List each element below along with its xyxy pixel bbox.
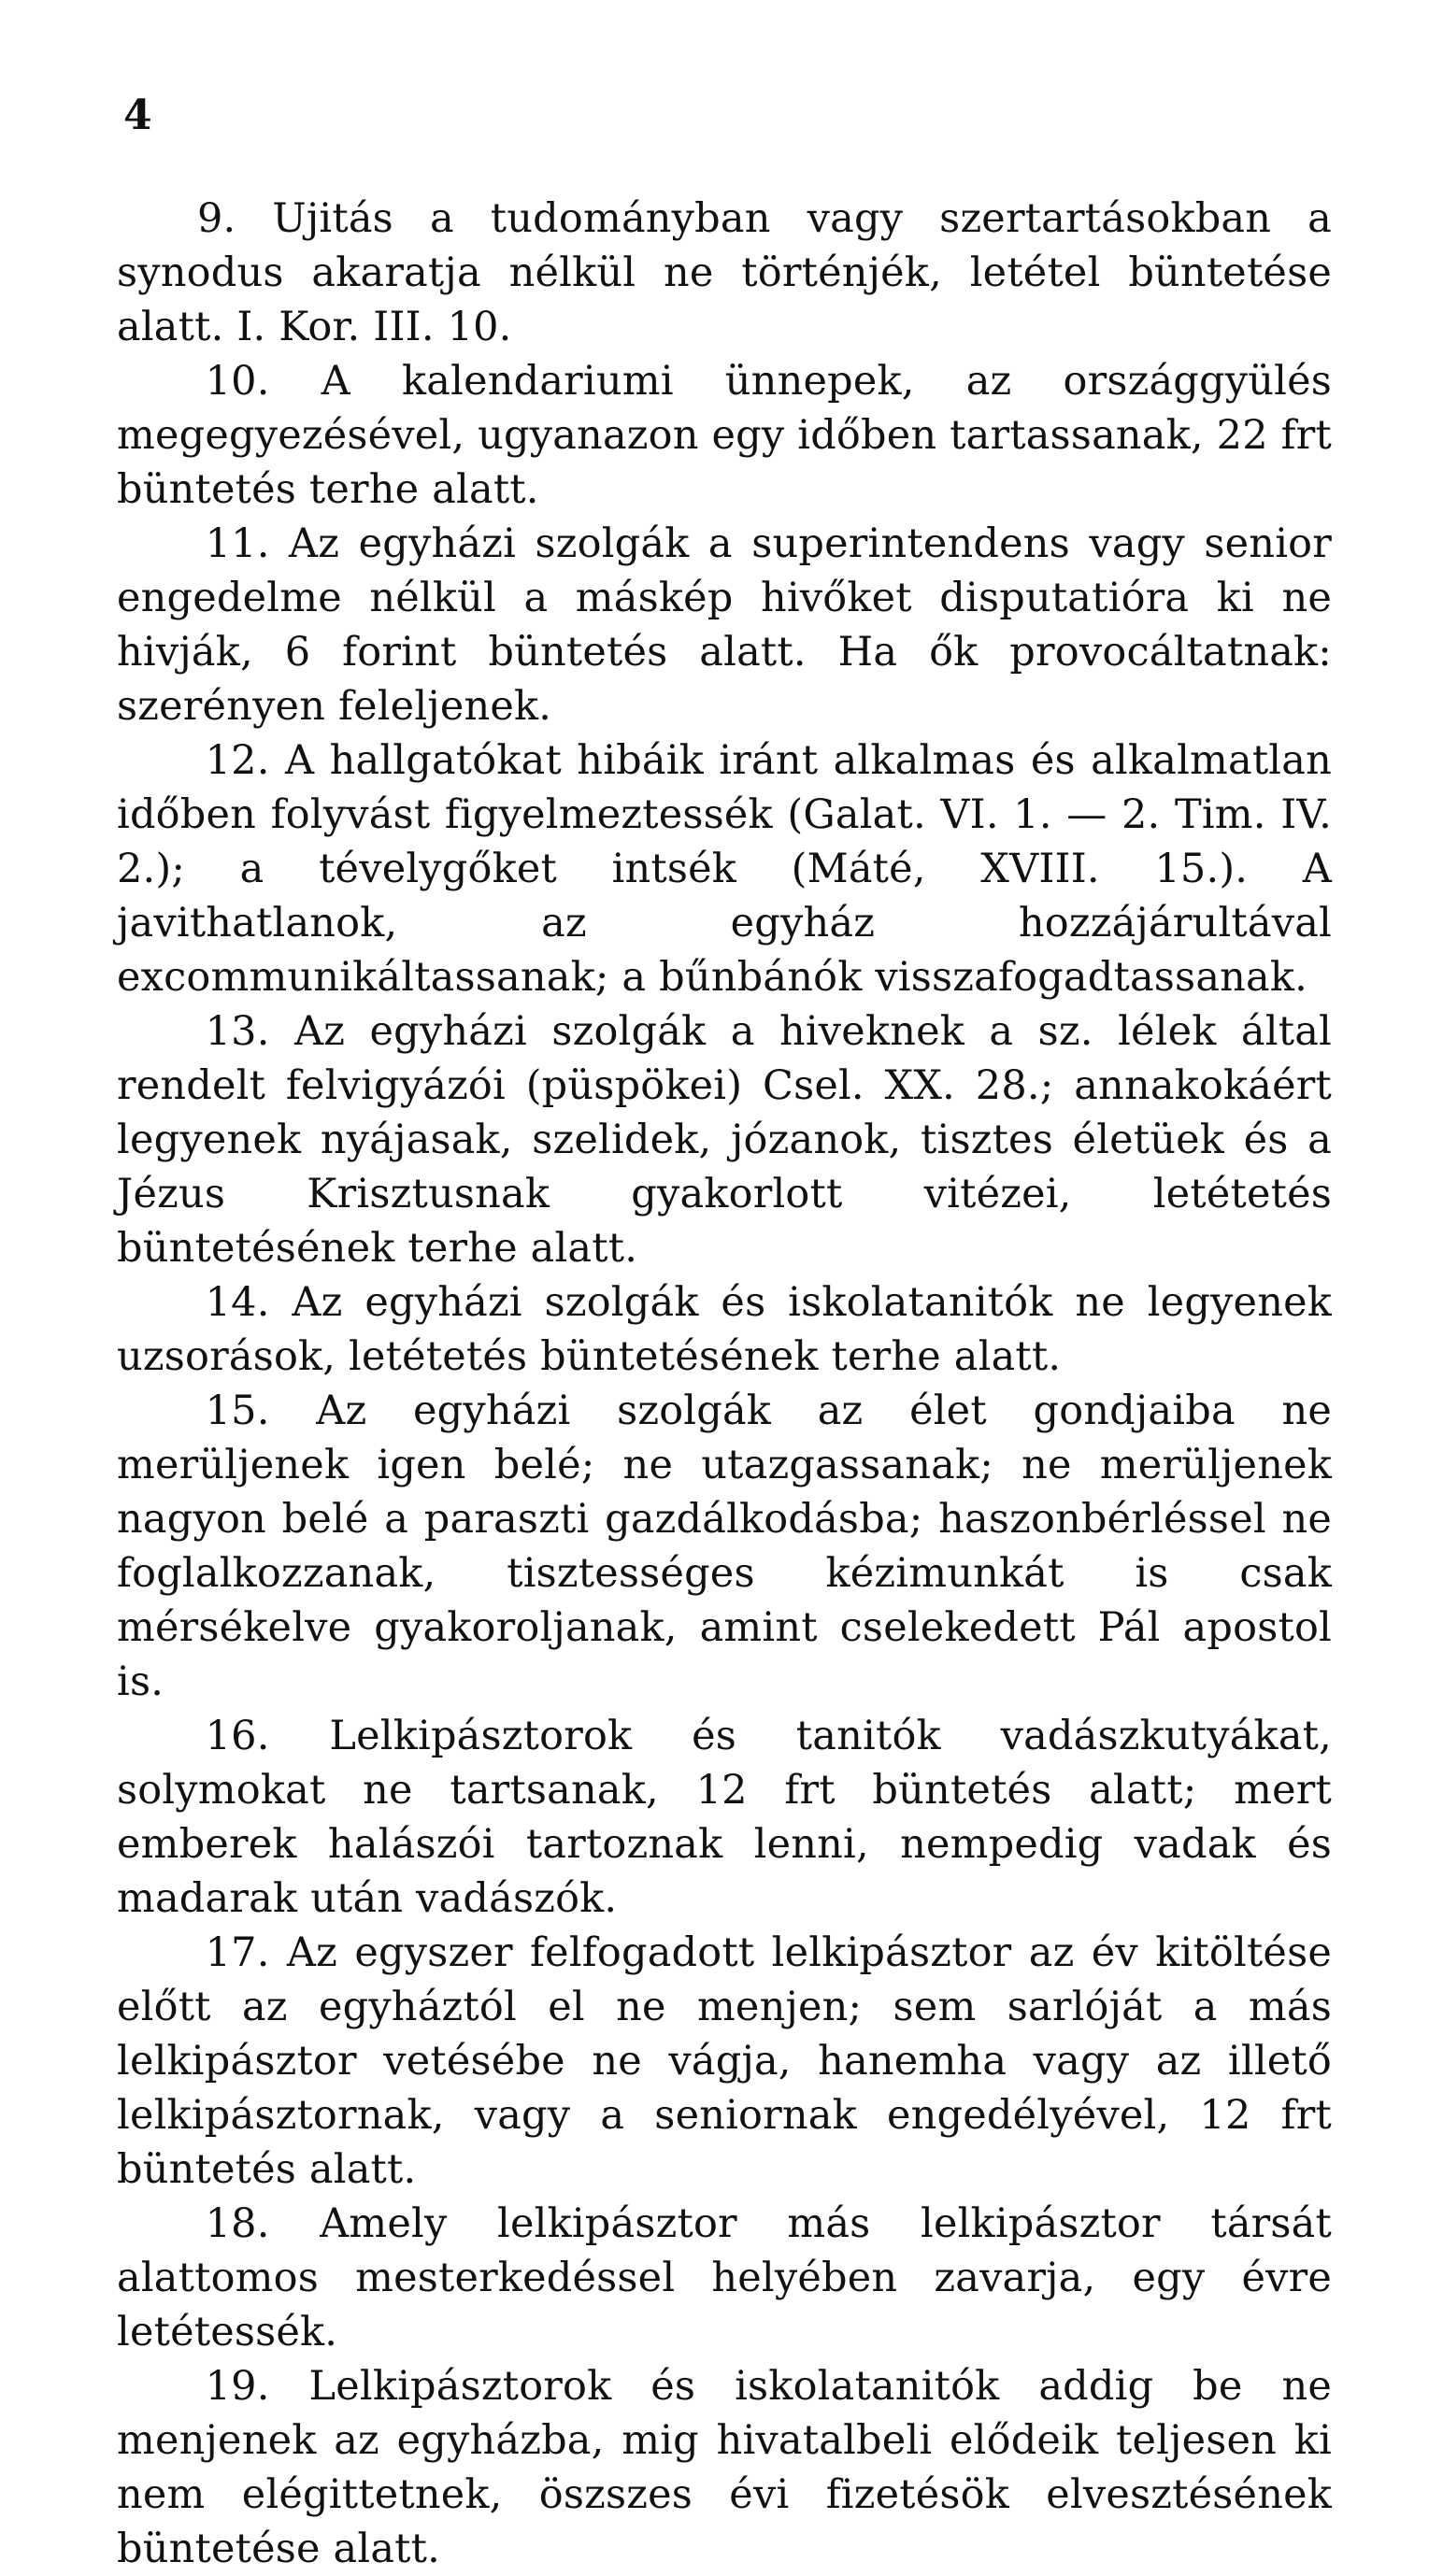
paragraph-14: 14. Az egyházi szolgák és iskolatanitók ne legyenek uzsorások, letétetés büntetésének terhe alatt. bbox=[117, 1279, 1332, 1380]
paragraph-17: 17. Az egyszer felfogadott lelkipásztor az év kitöltése előtt az egyháztól el ne menjen; sem sarlóját a más lelkipásztor vetésébe ne vágja, hanemha vagy az illető lelkipásztornak, vagy a seniornak engedélyével, 12 frt büntetés alatt. bbox=[117, 1929, 1332, 2193]
paragraph-18: 18. Amely lelkipásztor más lelkipásztor társát alattomos mesterkedéssel helyében zavarja, egy évre letétessék. bbox=[117, 2200, 1332, 2355]
paragraph-16: 16. Lelkipásztorok és tanitók vadászkutyákat, solymokat ne tartsanak, 12 frt büntetés alatt; mert emberek halászói tartoznak lenni, nempedig vadak és madarak után vadászók. bbox=[117, 1713, 1332, 1922]
paragraph-13: 13. Az egyházi szolgák a hiveknek a sz. lélek által rendelt felvigyázói (püspökei) Csel. XX. 28.; annakokáért legyenek nyájasak, szelidek, józanok, tisztes életüek és a Jézus Krisztusnak gyakorlott vitézei, letétetés büntetésének terhe alatt. bbox=[117, 1008, 1332, 1272]
page-number: 4 bbox=[123, 92, 152, 139]
paragraph-9: 9. Ujitás a tudományban vagy szertartásokban a synodus akaratja nélkül ne történjék, letétel büntetése alatt. I. Kor. III. 10. bbox=[117, 195, 1332, 350]
paragraph-15: 15. Az egyházi szolgák az élet gondjaiba ne merüljenek igen belé; ne utazgassanak; ne merüljenek nagyon belé a paraszti gazdálkodásba; haszonbérléssel ne foglalkozzanak, tisztességes kézimunkát is csak mérsékelve gyakoroljanak, amint cselekedett Pál apostol is. bbox=[117, 1388, 1332, 1705]
paragraph-11: 11. Az egyházi szolgák a superintendens vagy senior engedelme nélkül a máskép hivőket disputatióra ki ne hivják, 6 forint büntetés alatt. Ha ők provocáltatnak: szerényen feleljenek. bbox=[117, 520, 1332, 730]
paragraph-19: 19. Lelkipásztorok és iskolatanitók addig be ne menjenek az egyházba, mig hivatalbeli elődeik teljesen ki nem elégittetnek, öszszes évi fizetésök elvesztésének büntetése alatt. bbox=[117, 2363, 1332, 2572]
body-text bbox=[117, 192, 1332, 2576]
paragraph-12: 12. A hallgatókat hibáik iránt alkalmas és alkalmatlan időben folyvást figyelmeztessék (Galat. VI. 1. — 2. Tim. IV. 2.); a tévelygőket intsék (Máté, XVIII. 15.). A javithatlanok, az egyház hozzájárultával excommunikáltassanak; a bűnbánók visszafogadtassanak. bbox=[117, 737, 1332, 1001]
paragraph-10: 10. A kalendariumi ünnepek, az országgyülés megegyezésével, ugyanazon egy időben tartassanak, 22 frt büntetés terhe alatt. bbox=[117, 358, 1332, 513]
